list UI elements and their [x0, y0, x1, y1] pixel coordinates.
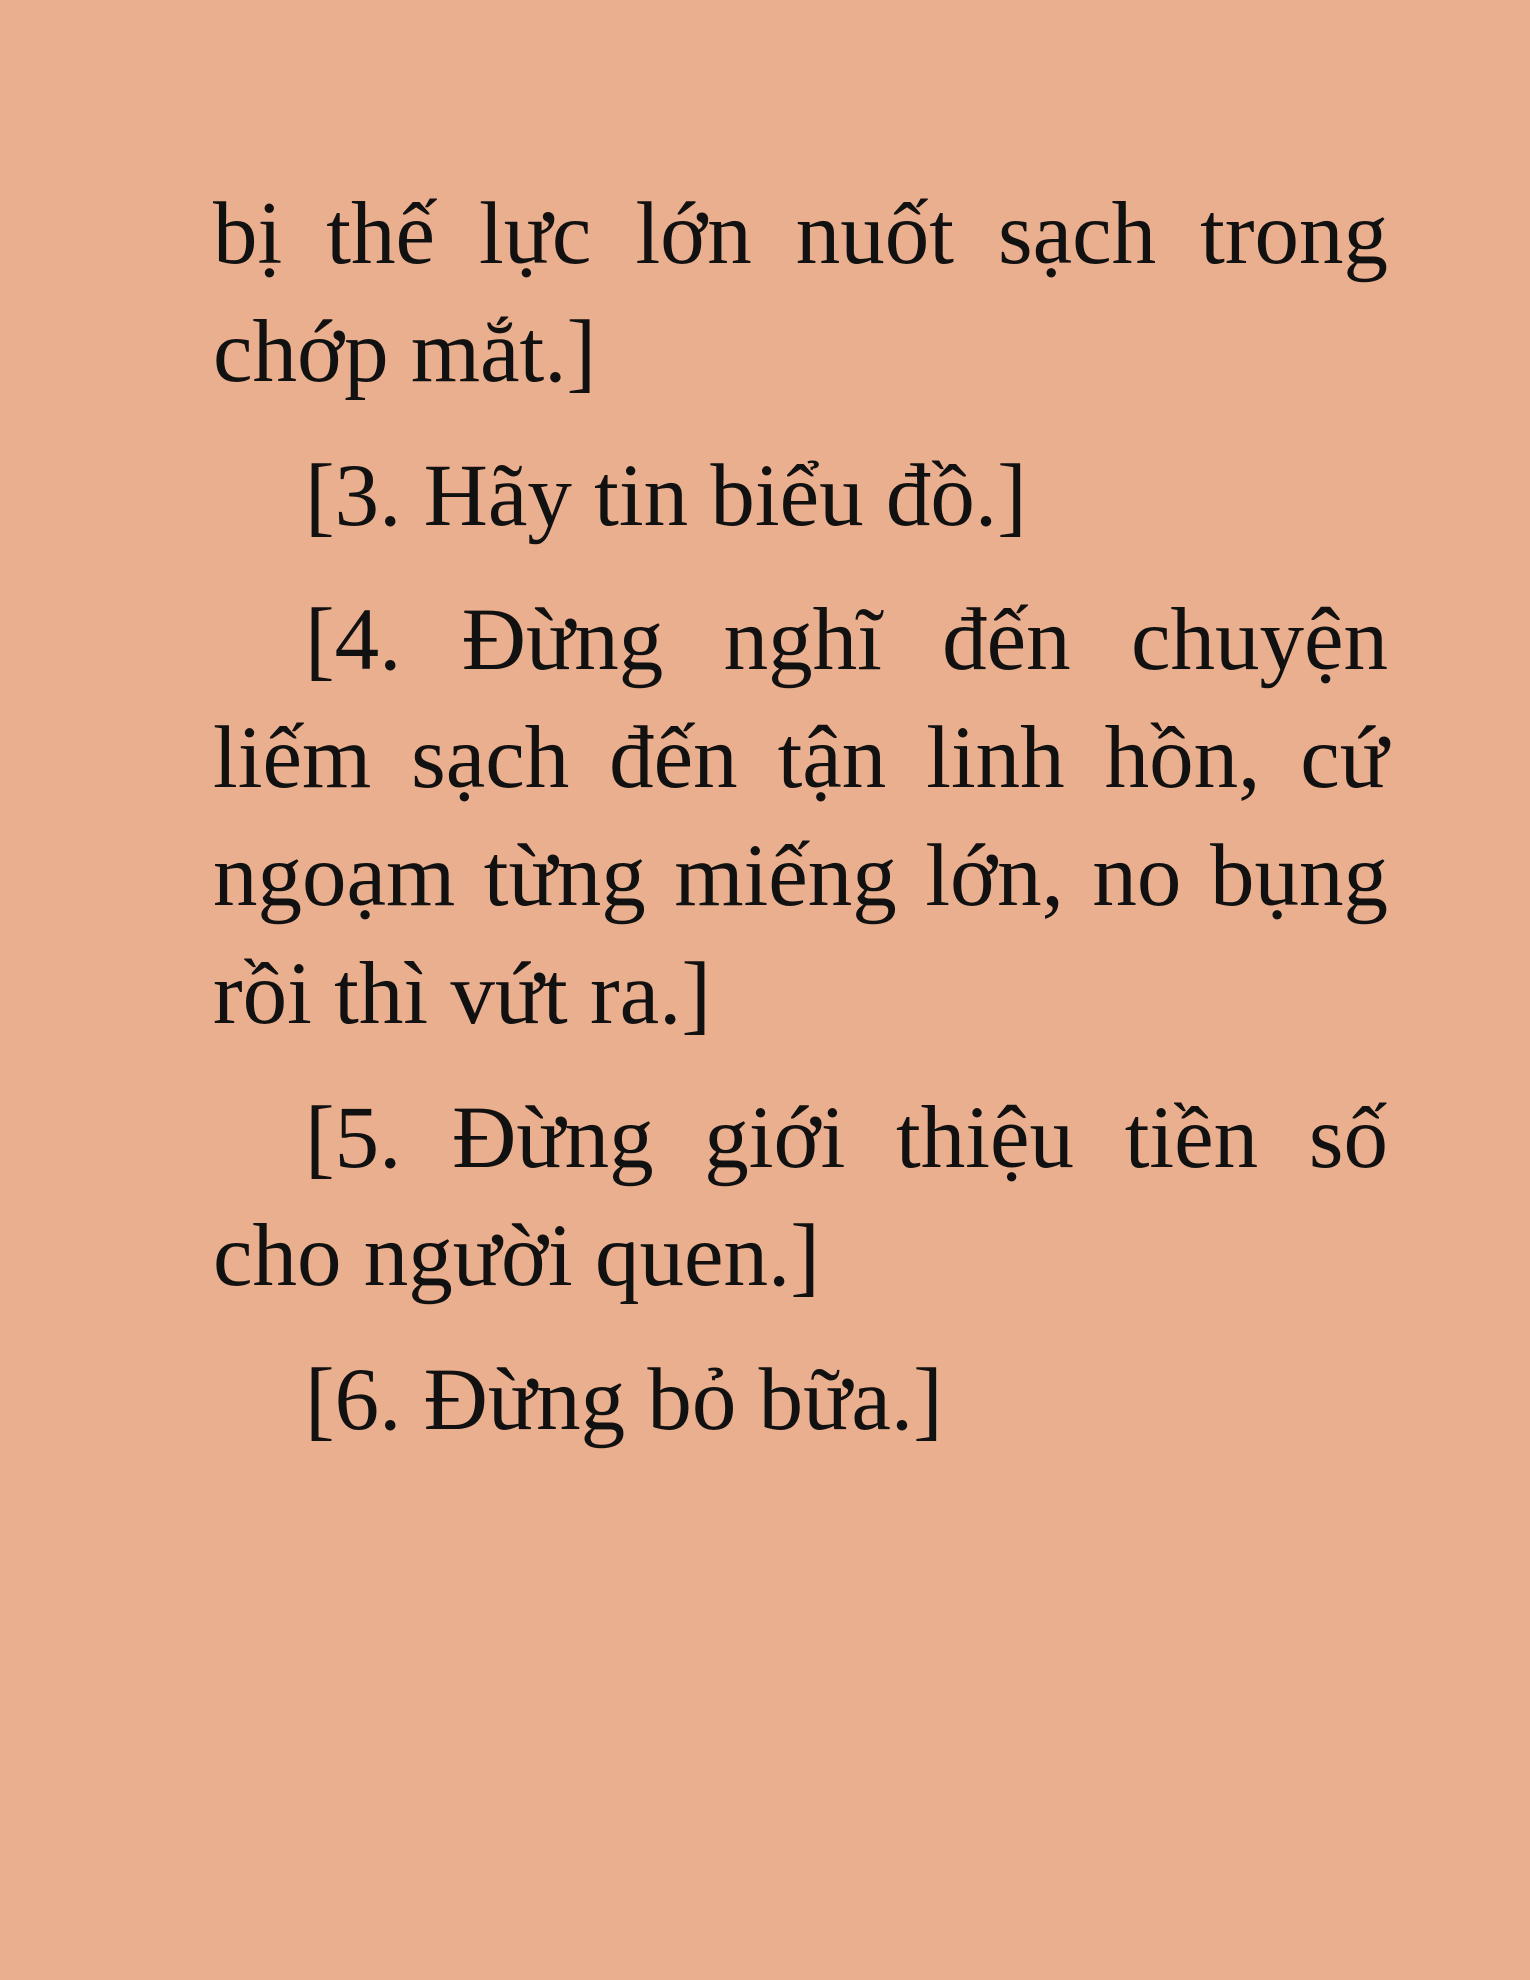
paragraph-rule-5: [5. Đừng giới thiệu tiền số cho người quen.]: [213, 1089, 1388, 1305]
document-body: [213, 175, 1388, 1485]
paragraph-rule-4: [4. Đừng nghĩ đến chuyện liếm sạch đến tận linh hồn, cứ ngoạm từng miếng lớn, no bụng rồi thì vứt ra.]: [213, 591, 1388, 1043]
paragraph-continuation: bị thế lực lớn nuốt sạch trong chớp mắt.]: [213, 185, 1388, 401]
paragraph-rule-6: [6. Đừng bỏ bữa.]: [305, 1351, 943, 1449]
paragraph-rule-3: [3. Hãy tin biểu đồ.]: [305, 447, 1027, 545]
